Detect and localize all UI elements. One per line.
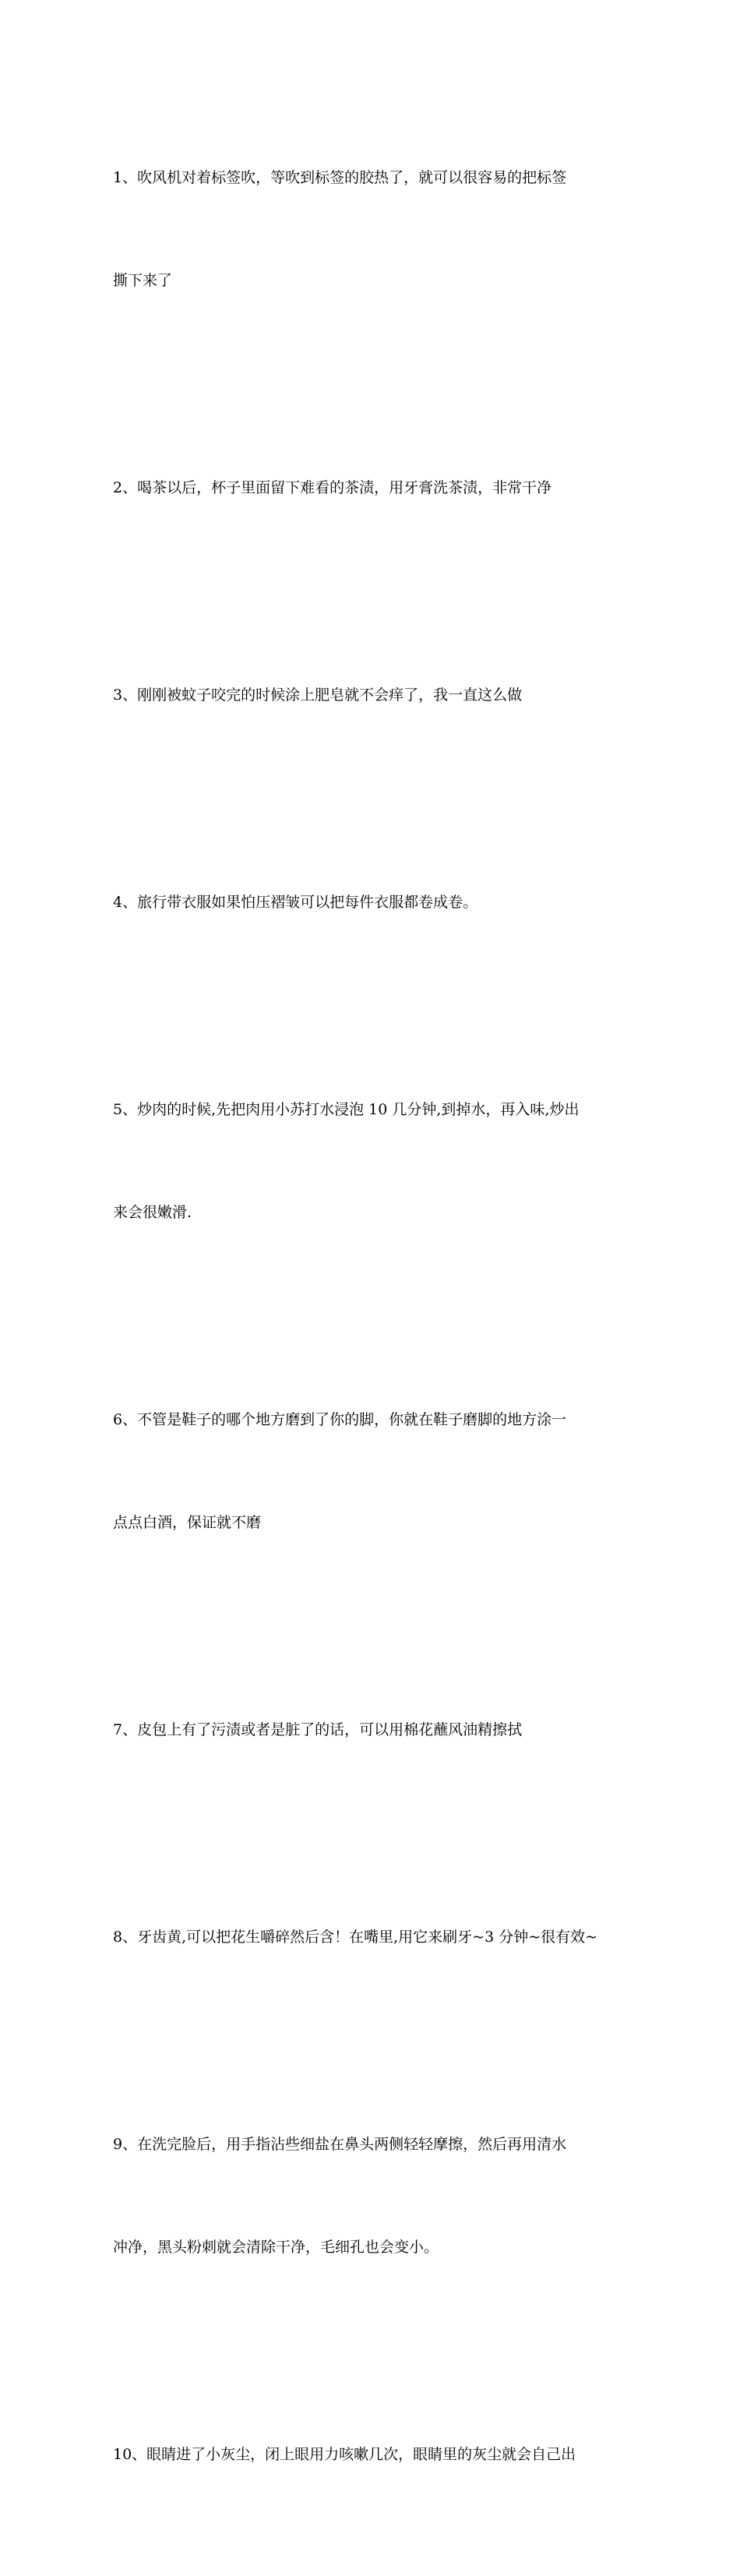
tip-item-3 <box>113 609 631 781</box>
tip-item-7 <box>113 1644 631 1816</box>
tip-line: 10、眼睛进了小灰尘，闭上眼用力咳嗽几次，眼睛里的灰尘就会自己出 <box>113 2446 576 2463</box>
tip-line: 冲净，黑头粉刺就会清除干净，毛细孔也会变小。 <box>113 2239 439 2256</box>
tip-line: 2、喝茶以后，杯子里面留下难看的茶渍，用牙膏洗茶渍，非常干净 <box>113 479 552 496</box>
tip-line: 4、旅行带衣服如果怕压褶皱可以把每件衣服都卷成卷。 <box>113 894 478 911</box>
tip-item-5 <box>113 1024 631 1298</box>
tip-item-6 <box>113 1334 631 1608</box>
tip-item-9 <box>113 2059 631 2333</box>
tip-line: 来会很嫩滑. <box>113 1204 192 1221</box>
tip-line: 8、牙齿黄,可以把花生嚼碎然后含！在嘴里,用它来刷牙~3 分钟~很有效~ <box>113 1928 598 1946</box>
tip-line: 9、在洗完脸后，用手指沾些细盐在鼻头两侧轻轻摩擦，然后再用清水 <box>113 2136 567 2153</box>
tip-line: 3、刚刚被蚊子咬完的时候涂上肥皂就不会痒了，我一直这么做 <box>113 686 523 704</box>
tip-line: 1、吹风机对着标签吹，等吹到标签的胶热了，就可以很容易的把标签 <box>113 169 567 186</box>
tip-line: 7、皮包上有了污渍或者是脏了的话，可以用棉花蘸风油精擦拭 <box>113 1721 523 1738</box>
tip-line: 点点白酒，保证就不磨 <box>113 1514 262 1531</box>
tip-item-4 <box>113 817 631 988</box>
tip-line: 5、炒肉的时候,先把肉用小苏打水浸泡 10 几分钟,到掉水，再入味,炒出 <box>113 1101 580 1118</box>
tip-item-8 <box>113 1851 631 2023</box>
tip-item-10 <box>113 2369 631 2540</box>
tip-line: 撕下来了 <box>113 272 173 289</box>
tip-item-1 <box>113 92 631 366</box>
tip-item-2 <box>113 402 631 573</box>
tip-line: 6、不管是鞋子的哪个地方磨到了你的脚，你就在鞋子磨脚的地方涂一 <box>113 1411 567 1428</box>
tips-list <box>113 92 631 2576</box>
